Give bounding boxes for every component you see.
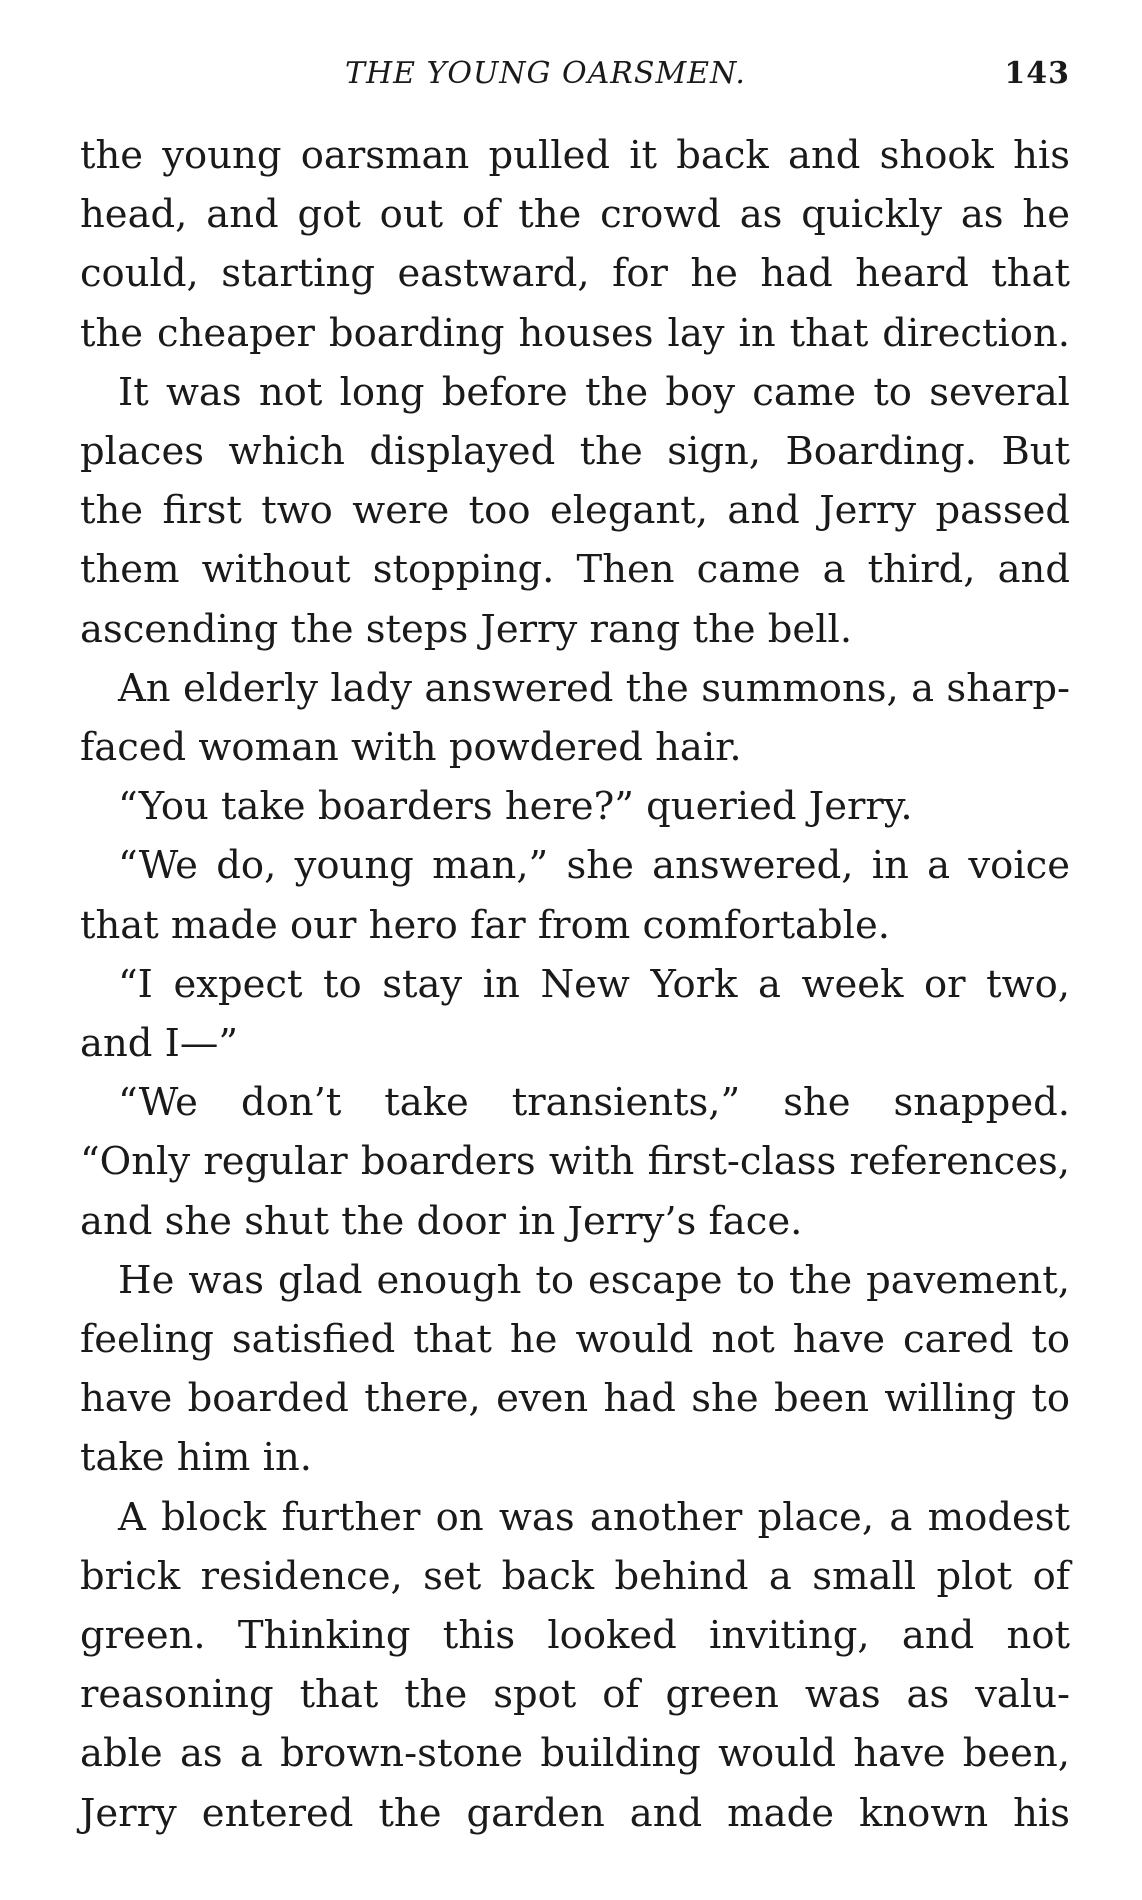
text-line: “You take boarders here?” queried Jerry. <box>118 784 913 830</box>
text-line: “We do, young man,” she answered, in a voice <box>118 843 1070 889</box>
running-header <box>80 50 1070 96</box>
text-line: An elderly lady answered the summons, a sharp- <box>118 665 1070 711</box>
running-title: THE YOUNG OARSMEN. <box>345 56 746 91</box>
text-line: have boarded there, even had she been willing to <box>80 1376 1070 1422</box>
text-line: green. Thinking this looked inviting, and not <box>80 1613 1070 1659</box>
text-line: the young oarsman pulled it back and shook his <box>80 133 1070 178</box>
text-line: take him in. <box>80 1435 312 1481</box>
text-line: places which displayed the sign, Boarding. But <box>80 429 1070 475</box>
text-line: faced woman with powdered hair. <box>80 725 742 771</box>
body-text <box>80 126 1070 1843</box>
text-line: A block further on was another place, a modest <box>118 1494 1070 1540</box>
page-number: 143 <box>1004 56 1070 91</box>
text-line: them without stopping. Then came a third, and <box>80 547 1070 593</box>
text-line: “We don’t take transients,” she snapped. <box>118 1080 1070 1126</box>
text-line: Jerry entered the garden and made known his <box>80 1790 1070 1836</box>
text-line: could, starting eastward, for he had heard that <box>80 251 1070 297</box>
text-line: that made our hero far from comfortable. <box>80 902 890 948</box>
text-line: “Only regular boarders with first-class references, <box>80 1139 1070 1185</box>
text-line: and I—” <box>80 1021 239 1067</box>
text-line: ascending the steps Jerry rang the bell. <box>80 606 853 652</box>
text-line: feeling satisfied that he would not have cared to <box>80 1317 1070 1363</box>
text-line: able as a brown-stone building would have been, <box>80 1731 1070 1777</box>
text-line: the first two were too elegant, and Jerry passed <box>80 488 1070 534</box>
text-line: head, and got out of the crowd as quickly as he <box>80 192 1070 238</box>
text-line: reasoning that the spot of green was as valu- <box>80 1672 1070 1718</box>
book-page <box>80 50 1070 1843</box>
text-line: He was glad enough to escape to the pavement, <box>118 1257 1070 1303</box>
text-line: and she shut the door in Jerry’s face. <box>80 1198 803 1244</box>
text-line: “I expect to stay in New York a week or two, <box>118 961 1070 1007</box>
text-line: brick residence, set back behind a small plot of <box>80 1553 1070 1599</box>
text-line: It was not long before the boy came to several <box>118 369 1070 415</box>
text-line: the cheaper boarding houses lay in that direction. <box>80 310 1070 356</box>
